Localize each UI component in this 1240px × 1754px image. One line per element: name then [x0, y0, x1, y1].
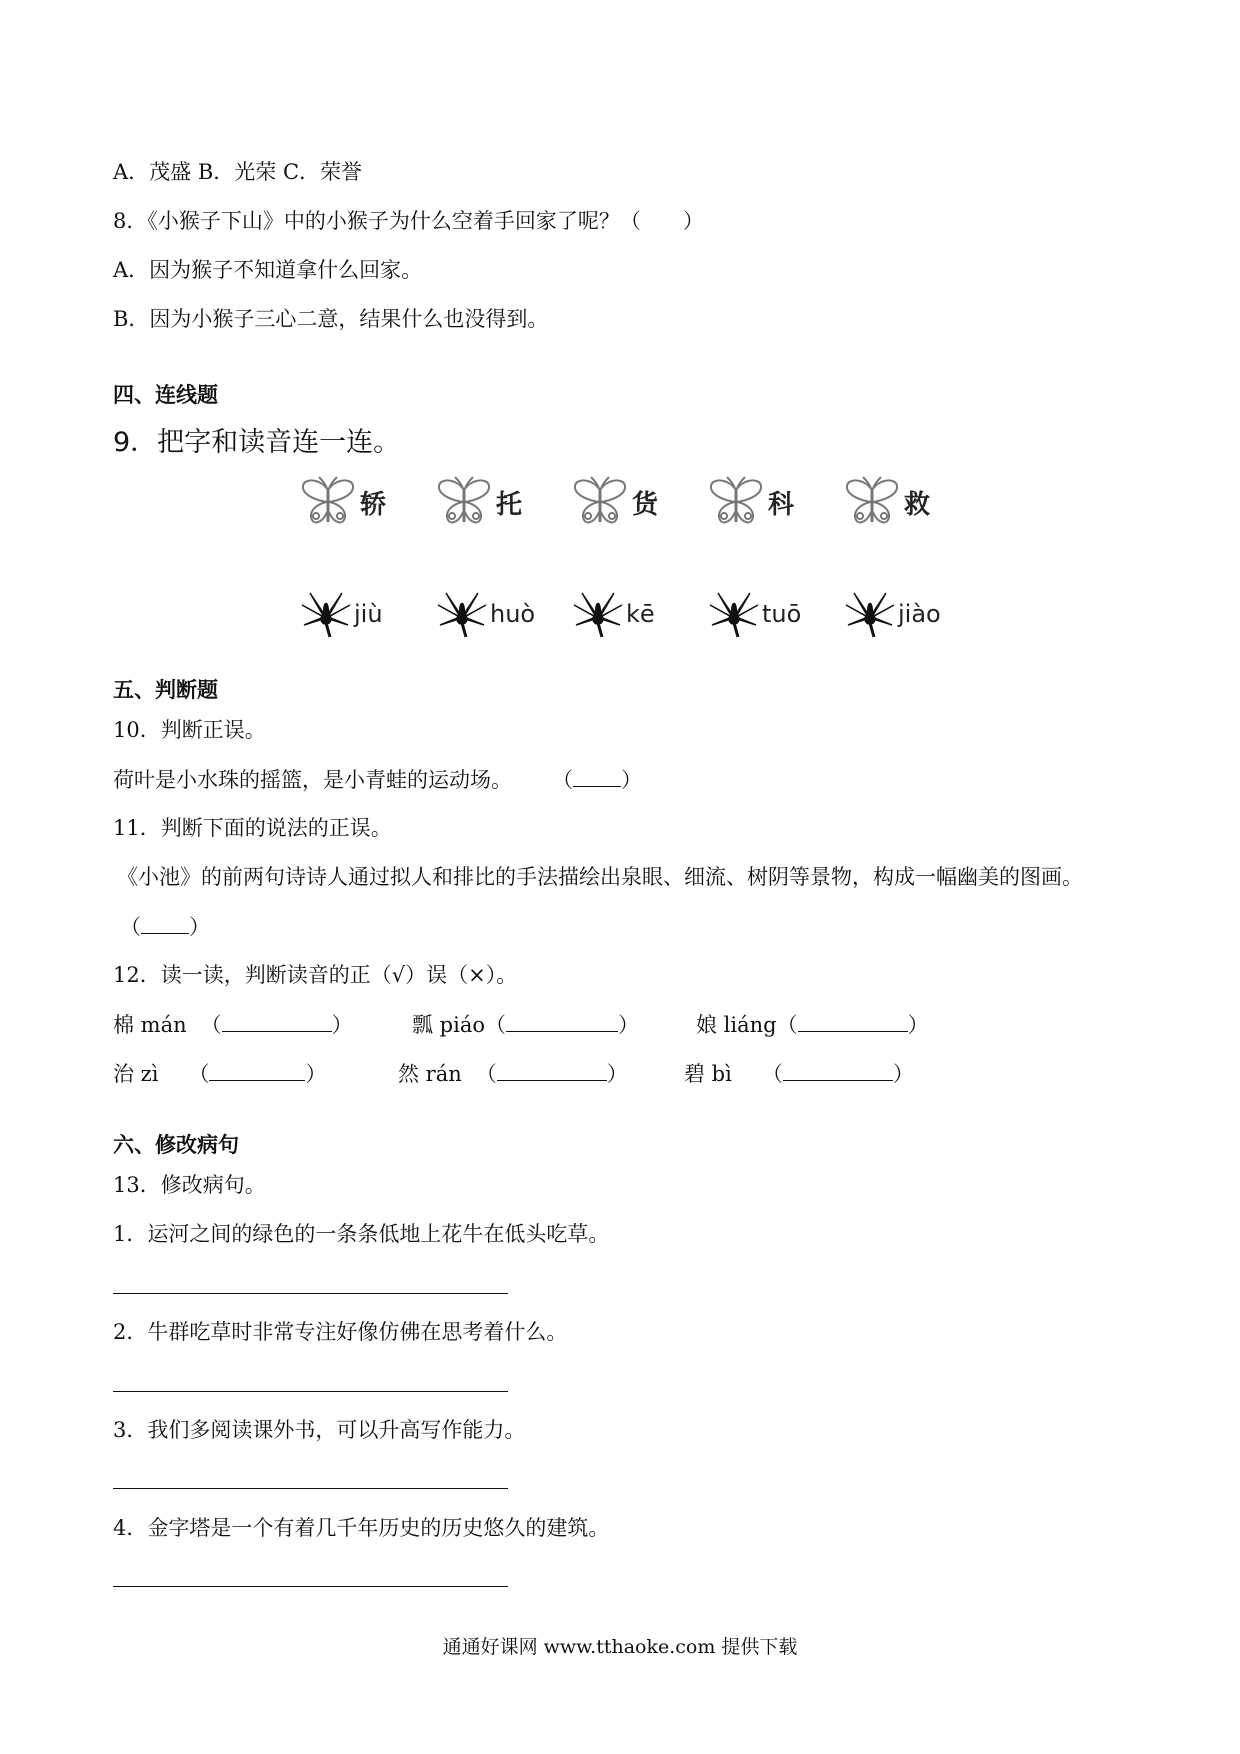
character: 轿 [360, 489, 387, 520]
pinyin-card-5[interactable] [844, 586, 941, 642]
q12-blank-3[interactable] [798, 1009, 908, 1032]
section6-heading: 六、修改病句 [113, 1132, 239, 1157]
section4-heading: 四、连线题 [113, 382, 218, 407]
q11-title: 11．判断下面的说法的正误。 [113, 816, 392, 840]
character: 救 [904, 489, 931, 520]
answer-line-3[interactable] [113, 1488, 508, 1489]
butterfly-icon [844, 476, 900, 528]
q13-title: 13．修改病句。 [113, 1173, 266, 1197]
pinyin-card-2[interactable] [436, 586, 535, 642]
q12-item-4: 治 zì （ ） [113, 1058, 326, 1089]
char-card-3[interactable] [572, 474, 658, 530]
footer-credit: 通通好课网 www.tthaoke.com 提供下载 [442, 1636, 798, 1658]
lily-flower-icon [708, 589, 760, 639]
q12-item-2: 瓢 piáo（ ） [412, 1009, 639, 1040]
section5-heading: 五、判断题 [113, 677, 218, 702]
q12-blank-2[interactable] [506, 1009, 618, 1032]
butterfly-icon [708, 476, 764, 528]
pinyin: tuō [762, 600, 802, 628]
pinyin-card-1[interactable] [300, 586, 383, 642]
character: 货 [632, 489, 659, 520]
q12-blank-6[interactable] [783, 1058, 893, 1081]
q12-item-5: 然 rán （ ） [398, 1058, 628, 1089]
q9-question: 9．把字和读音连一连。 [113, 427, 401, 458]
q10-answer-blank[interactable] [573, 764, 621, 787]
q12-item-6: 碧 bì （ ） [684, 1058, 914, 1089]
q12-blank-4[interactable] [209, 1058, 305, 1081]
sentence-3: 3．我们多阅读课外书，可以升高写作能力。 [113, 1418, 526, 1442]
q11-answer-blank[interactable] [141, 911, 189, 934]
q8-option-a: A．因为猴子不知道拿什么回家。 [113, 258, 423, 282]
butterfly-icon [436, 476, 492, 528]
character: 托 [496, 489, 523, 520]
pinyin: kē [626, 600, 655, 628]
q12-item-3: 娘 liáng（ ） [696, 1009, 929, 1040]
lily-flower-icon [572, 589, 624, 639]
answer-line-2[interactable] [113, 1391, 508, 1392]
char-card-5[interactable] [844, 474, 930, 530]
q11-answer: （ ） [120, 911, 210, 942]
pinyin: jiào [898, 600, 941, 628]
q10-statement: 荷叶是小水珠的摇篮，是小青蛙的运动场。 [113, 768, 512, 792]
answer-line-4[interactable] [113, 1586, 508, 1587]
sentence-1: 1．运河之间的绿色的一条条低地上花牛在低头吃草。 [113, 1222, 610, 1246]
butterfly-icon [300, 476, 356, 528]
q10-title: 10．判断正误。 [113, 718, 266, 742]
q10-row: 荷叶是小水珠的摇篮，是小青蛙的运动场。 （ ） [113, 764, 642, 795]
lily-flower-icon [300, 589, 352, 639]
pinyin: huò [490, 600, 536, 628]
char-card-2[interactable] [436, 474, 522, 530]
sentence-2: 2．牛群吃草时非常专注好像仿佛在思考着什么。 [113, 1320, 568, 1344]
q8-option-b: B．因为小猴子三心二意，结果什么也没得到。 [113, 307, 549, 331]
butterfly-icon [572, 476, 628, 528]
lily-flower-icon [844, 589, 896, 639]
answer-line-1[interactable] [113, 1293, 508, 1294]
q12-blank-1[interactable] [222, 1009, 332, 1032]
pinyin-card-4[interactable] [708, 586, 801, 642]
q8-question: 8．《小猴子下山》中的小猴子为什么空着手回家了呢？（ ） [113, 209, 704, 233]
q12-blank-5[interactable] [497, 1058, 607, 1081]
char-card-1[interactable] [300, 474, 386, 530]
q12-title: 12．读一读，判断读音的正（√）误（×）。 [113, 963, 518, 987]
char-card-4[interactable] [708, 474, 794, 530]
q7-options: A．茂盛 B．光荣 C．荣誉 [113, 160, 363, 184]
lily-flower-icon [436, 589, 488, 639]
q12-item-1: 棉 mán （ ） [113, 1009, 353, 1040]
q11-statement: 《小池》的前两句诗诗人通过拟人和排比的手法描绘出泉眼、细流、树阴等景物，构成一幅幽美的图画。 [117, 865, 1083, 889]
sentence-4: 4．金字塔是一个有着几千年历史的历史悠久的建筑。 [113, 1516, 610, 1540]
pinyin: jiù [354, 600, 383, 628]
character: 科 [768, 489, 795, 520]
pinyin-card-3[interactable] [572, 586, 655, 642]
